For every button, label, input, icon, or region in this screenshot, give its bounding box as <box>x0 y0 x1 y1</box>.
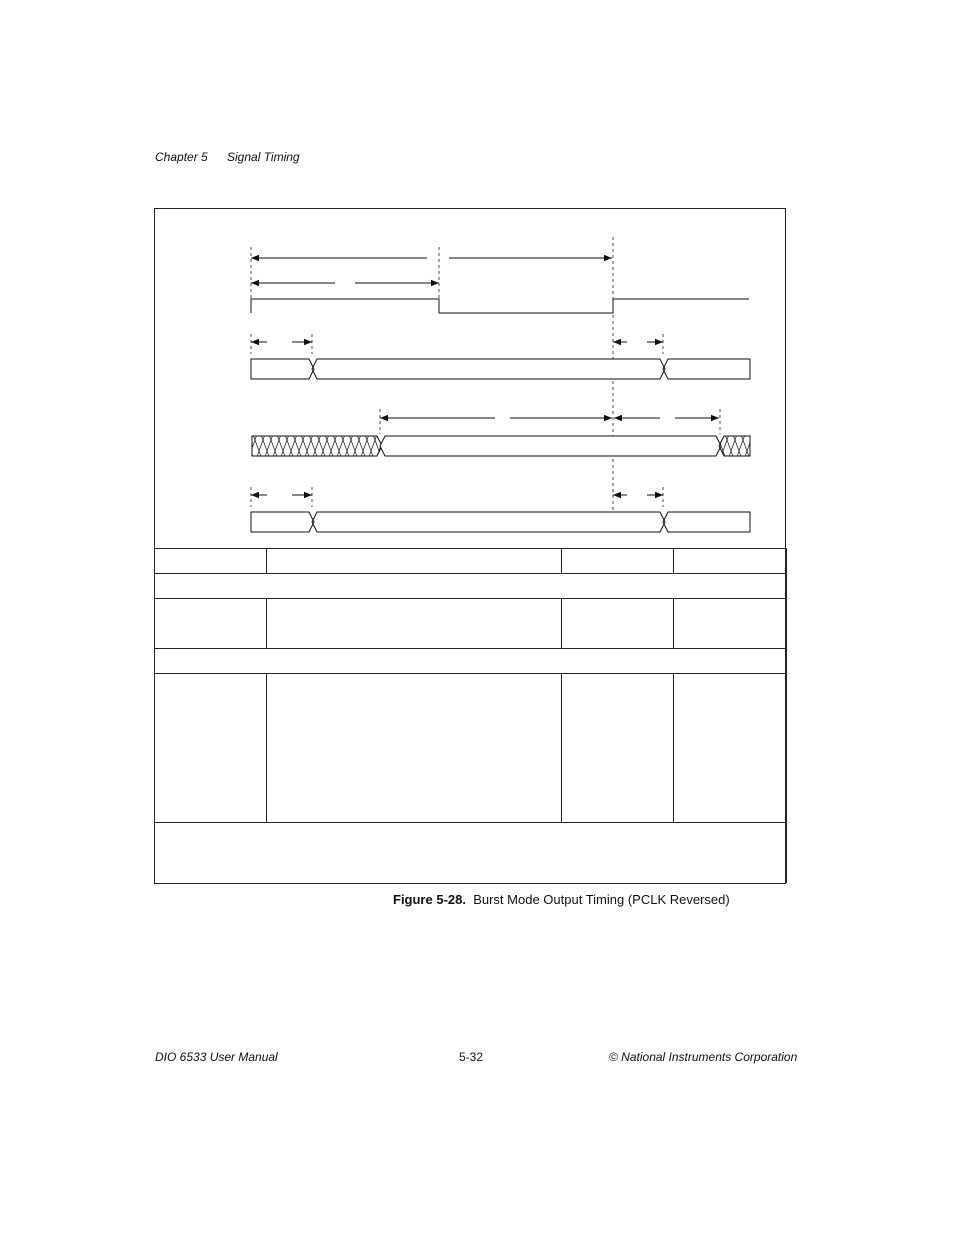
table-group-row <box>155 574 787 599</box>
footer-manual: DIO 6533 User Manual <box>155 1050 278 1064</box>
table-cell <box>155 549 267 574</box>
table-cell <box>155 674 267 823</box>
figure-number: Figure 5-28. <box>393 892 466 907</box>
table-row <box>155 674 787 823</box>
table-cell <box>562 549 674 574</box>
table-header-row <box>155 549 787 574</box>
data-invalid-region-left <box>252 436 382 456</box>
figure-title: Burst Mode Output Timing (PCLK Reversed) <box>473 892 730 907</box>
table-cell <box>155 649 787 674</box>
table-cell <box>155 599 267 649</box>
table-cell <box>674 549 787 574</box>
table-cell <box>674 674 787 823</box>
timing-figure <box>154 208 786 884</box>
req-bus-waveform <box>251 359 750 379</box>
table-group-row <box>155 649 787 674</box>
table-row <box>155 599 787 649</box>
timing-diagram <box>155 209 787 549</box>
pclk-waveform <box>251 299 749 313</box>
data-invalid-region-right <box>719 436 750 456</box>
data-waveform <box>252 436 750 456</box>
timing-parameter-table <box>154 548 787 883</box>
chapter-label: Chapter 5 <box>155 150 208 164</box>
table-cell <box>267 674 562 823</box>
table-cell <box>267 549 562 574</box>
footer-copyright: © National Instruments Corporation <box>609 1050 798 1064</box>
ack-bus-waveform <box>251 512 750 532</box>
table-cell <box>267 599 562 649</box>
table-cell <box>562 599 674 649</box>
figure-caption <box>393 892 730 907</box>
data-valid-region <box>380 436 721 456</box>
table-note-row <box>155 823 787 883</box>
footer-page-number: 5-32 <box>459 1050 484 1064</box>
section-label: Signal Timing <box>227 150 300 164</box>
table-cell <box>562 674 674 823</box>
table-cell <box>155 823 787 883</box>
table-cell <box>155 574 787 599</box>
table-cell <box>674 599 787 649</box>
